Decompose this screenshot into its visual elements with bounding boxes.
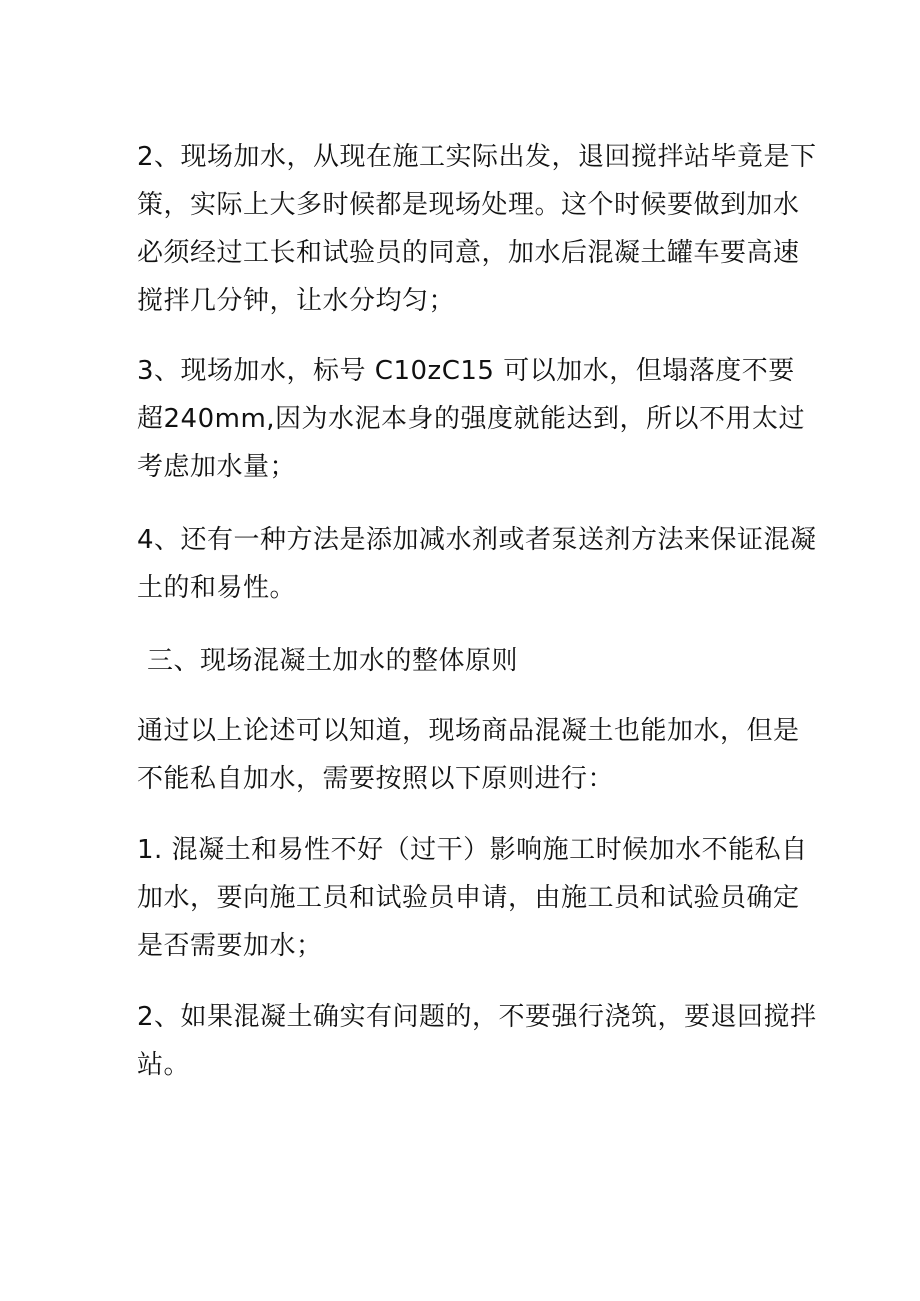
section-heading: 三、现场混凝土加水的整体原则 [147, 646, 519, 676]
paragraph-on-site-water-adding: 2、现场加水，从现在施工实际出发，退回搅拌站毕竟是下策，实际上大多时候都是现场处理。这个时候要做到加水必须经过工长和试验员的同意，加水后混凝土罐车要高速搅拌几分钟，让水分均匀； [137, 142, 817, 316]
paragraph-admixture-method: 4、还有一种方法是添加减水剂或者泵送剂方法来保证混凝土的和易性。 [137, 525, 817, 603]
principle-item-1: 1. 混凝土和易性不好（过干）影响施工时候加水不能私自加水，要向施工员和试验员申请，由施工员和试验员确定是否需要加水； [137, 835, 808, 961]
principle-item-2: 2、如果混凝土确实有问题的，不要强行浇筑，要退回搅拌站。 [137, 1002, 817, 1080]
paragraph-principles-intro: 通过以上论述可以知道，现场商品混凝土也能加水，但是不能私自加水，需要按照以下原则进行： [137, 716, 800, 794]
paragraph-grade-water-limit: 3、现场加水，标号 C10zC15 可以加水，但塌落度不要超240mm,因为水泥本身的强度就能达到，所以不用太过考虑加水量； [137, 356, 806, 482]
